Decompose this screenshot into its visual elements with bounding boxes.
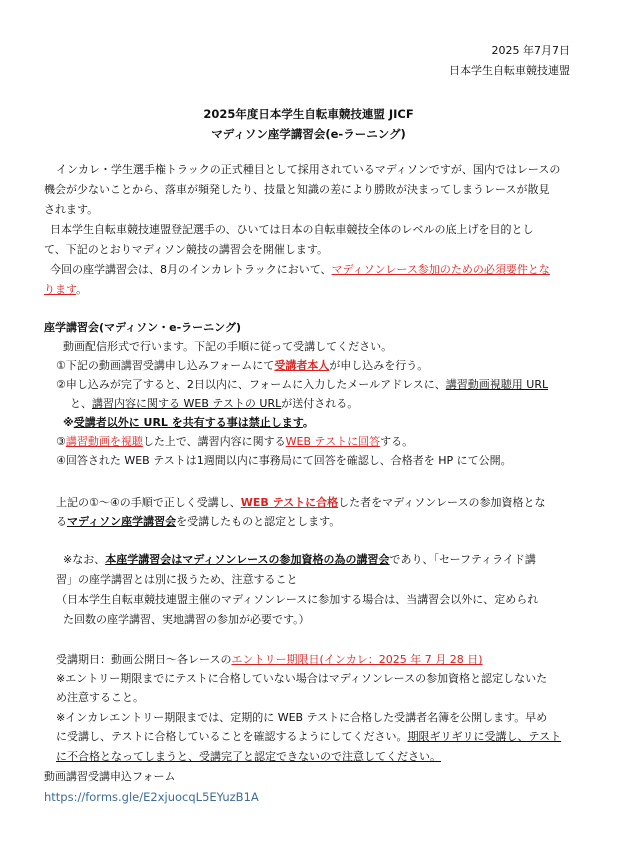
caution-line4: た回数の座学講習、実地講習の参加が必要です。） (63, 613, 310, 626)
step3-text-end: する。 (380, 435, 414, 448)
intro-p1-line2: 機会が少ないことから、落車が頻発したり、技量と知識の差により勝敗が決まってしまうレースが散見 (44, 183, 550, 196)
period-line1 (56, 650, 483, 670)
step3-watch-video: 講習動画を視聴 (65, 435, 143, 448)
course-step-3 (56, 432, 413, 452)
intro-p3-line2 (44, 280, 87, 300)
course-subheading: 動画配信形式で行います。下記の手順に従って受講してください。 (63, 340, 393, 353)
step2-text-end: が送付される。 (281, 397, 359, 410)
period-note2-text: に受講し、テストに合格していることを確認するようにしてください。 (56, 730, 408, 743)
period-note2-line3: に不合格となってしまうと、受講完了と認定できないので注意してください。 (56, 750, 441, 763)
period-note2-warning: 期限ギリギリに受講し、テスト (407, 730, 562, 743)
course-step-4: ④回答された WEB テストは1週間以内に事務局にて回答を確認し、合格者を HP にて公開。 (56, 454, 512, 467)
caution-mark: ※なお、 (63, 553, 106, 566)
share-prohibition-text: 受講者以外に URL を共有する事は禁止します (73, 416, 303, 429)
intro-p3-requirement: マディソンレース参加のための必須要件とな (331, 263, 550, 276)
intro-p3-requirement-end: ります (44, 283, 77, 296)
step1-text: ①下記の動画講習受講申し込みフォームにて (56, 359, 275, 372)
summary-text-end: を受講したものと認定とします。 (176, 515, 341, 528)
document-issuer: 日本学生自転車競技連盟 (449, 64, 570, 77)
form-url-link[interactable]: https://forms.gle/E2xjuocqL5EYuzB1A (44, 790, 259, 804)
step3-mark: ③ (56, 435, 66, 448)
document-date: 2025 年7月7日 (491, 44, 570, 57)
summary-line1 (56, 493, 545, 513)
period-note2-line2 (56, 727, 561, 747)
step1-applicant-highlight: 受講者本人 (274, 359, 330, 372)
note-end: 。 (302, 416, 314, 429)
document-title-line1: 2025年度日本学生自転車競技連盟 JICF (203, 107, 414, 121)
period-note1-line1: ※エントリー期限までにテストに合格していない場合はマディソンレースの参加資格と認定しないた (56, 672, 548, 685)
course-heading: 座学講習会(マディソン・e-ラーニング) (44, 321, 241, 334)
period-note1-line2: め注意すること。 (56, 691, 144, 704)
period-entry-deadline: エントリー期限日(インカレ：2025 年 7 月 28 日) (231, 653, 483, 666)
step3-text: した上で、講習内容に関する (142, 435, 286, 448)
step2-text-cont: と、 (70, 397, 92, 410)
step2-test-url: 講習内容に関する WEB テストの URL (92, 397, 282, 410)
summary-course-name: マディソン座学講習会 (67, 515, 177, 528)
course-step-2-line1 (56, 375, 548, 395)
step2-video-url: 講習動画視聴用 URL (445, 378, 549, 391)
period-text: 受講期日：動画公開日～各レースの (56, 653, 232, 666)
summary-text-start: る (56, 515, 67, 528)
step3-answer-test: WEB テストに回答 (285, 435, 381, 448)
intro-p2-line2: て、下記のとおりマディソン競技の講習会を開催します。 (44, 243, 329, 256)
caution-text: であり、「セーフティライド講 (389, 553, 536, 566)
caution-line3: （日本学生自転車競技連盟主催のマディソンレースに参加する場合は、当講習会以外に、定められ (56, 593, 539, 606)
period-note2-line1: ※インカレエントリー期限までは、定期的に WEB テストに合格した受講者名簿を公開します。早め (56, 711, 548, 724)
course-step-2-line2 (70, 394, 358, 414)
intro-p3-line1 (50, 260, 550, 280)
form-label: 動画講習受講申込フォーム (44, 770, 176, 783)
course-step-1 (56, 356, 428, 376)
intro-p1-line3: されます。 (44, 203, 99, 216)
intro-p3-pre: 今回の座学講習会は、8月のインカレトラックにおいて、 (50, 263, 332, 276)
summary-text-cont: した者をマディソンレースの参加資格とな (338, 496, 546, 509)
step2-text: ②申し込みが完了すると、2日以内に、フォームに入力したメールアドレスに、 (56, 378, 446, 391)
caution-line2: 習」の座学講習とは別に扱うため、注意すること (56, 573, 298, 586)
summary-line2 (56, 512, 340, 532)
caution-line1 (63, 550, 536, 570)
note-mark: ※ (63, 416, 74, 429)
intro-p2-line1: 日本学生自転車競技連盟登記選手の、ひいては日本の自転車競技全体のレベルの底上げを目的とし (50, 223, 534, 236)
step1-text-end: が申し込みを行う。 (329, 359, 429, 372)
summary-text: 上記の①～④の手順で正しく受講し、 (56, 496, 241, 509)
caution-emphasis: 本座学講習会はマディソンレースの参加資格の為の講習会 (105, 553, 390, 566)
course-share-prohibition-note (63, 413, 314, 433)
intro-p1-line1: インカレ・学生選手権トラックの正式種目として採用されているマディソンですが、国内ではレースの (56, 163, 561, 176)
summary-pass-test: WEB テストに合格 (240, 496, 339, 509)
intro-p3-post: 。 (76, 283, 88, 296)
document-title-line2: マディソン座学講習会(e-ラーニング) (211, 127, 406, 141)
